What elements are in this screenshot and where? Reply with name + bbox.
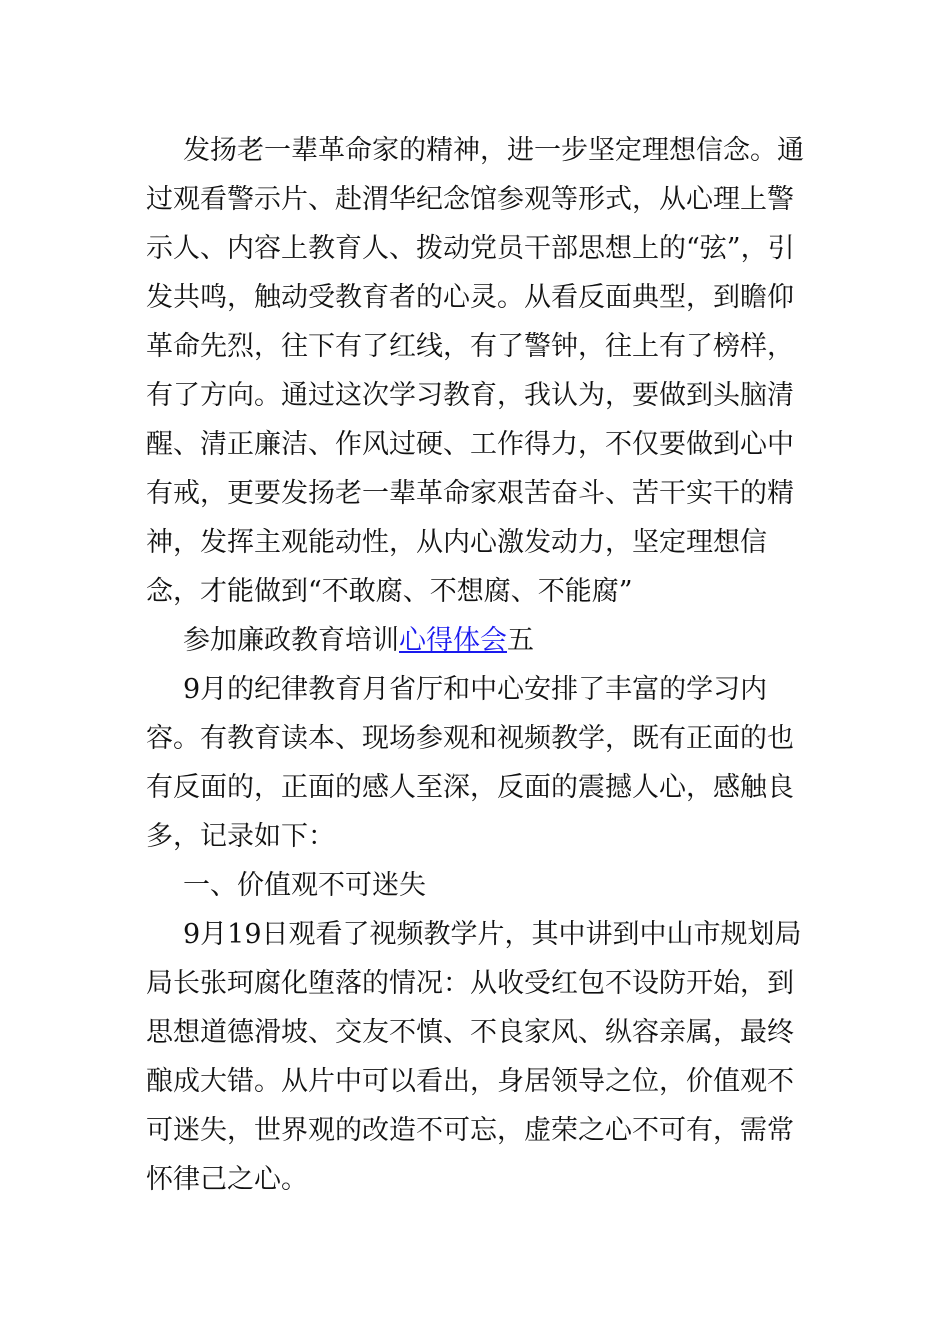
- heading-link[interactable]: 心得体会: [399, 625, 507, 656]
- section-heading: [146, 616, 816, 665]
- heading-prefix: 参加廉政教育培训: [183, 625, 399, 656]
- document-body: [146, 126, 816, 1204]
- paragraph-spirit: 发扬老一辈革命家的精神，进一步坚定理想信念。通过观看警示片、赴渭华纪念馆参观等形式，从心理上警示人、内容上教育人、拨动党员干部思想上的“弦”，引发共鸣，触动受教育者的心灵。从看反面典型，到瞻仰革命先烈，往下有了红线，有了警钟，往上有了榜样，有了方向。通过这次学习教育，我认为，要做到头脑清醒、清正廉洁、作风过硬、工作得力，不仅要做到心中有戒，更要发扬老一辈革命家艰苦奋斗、苦干实干的精神，发挥主观能动性，从内心激发动力，坚定理想信念，才能做到“不敢腐、不想腐、不能腐”: [146, 135, 804, 607]
- heading-suffix: 五: [507, 625, 534, 656]
- subheading-values: 一、价值观不可迷失: [183, 870, 426, 901]
- paragraph-intro: 9月的纪律教育月省厅和中心安排了丰富的学习内容。有教育读本、现场参观和视频教学，既有正面的也有反面的，正面的感人至深，反面的震撼人心，感触良多，记录如下：: [146, 674, 794, 852]
- paragraph-video: 9月19日观看了视频教学片，其中讲到中山市规划局局长张珂腐化堕落的情况：从收受红包不设防开始，到思想道德滑坡、交友不慎、不良家风、纵容亲属，最终酿成大错。从片中可以看出，身居领导之位，价值观不可迷失，世界观的改造不可忘，虚荣之心不可有，需常怀律己之心。: [146, 919, 802, 1195]
